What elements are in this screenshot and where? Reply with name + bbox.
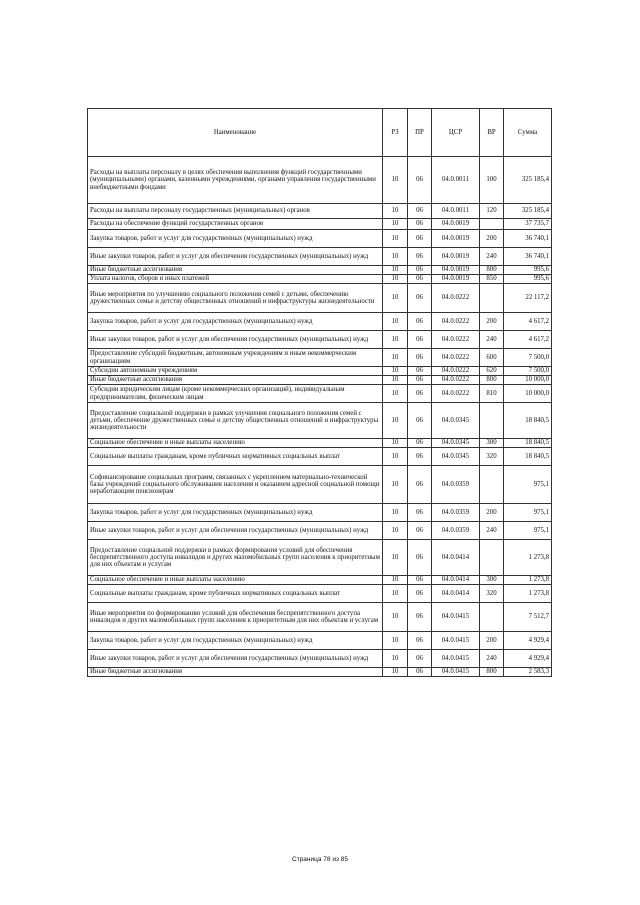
cell-pr: 06: [408, 284, 432, 313]
header-pr: ПР: [408, 109, 432, 157]
cell-name: Субсидии юридическим лицам (кроме некоммерческих организаций), индивидуальным предпринимателям, физическим лицам: [88, 385, 383, 403]
cell-vr: 300: [480, 576, 504, 585]
cell-vr: 300: [480, 439, 504, 448]
cell-name: Предоставление субсидий бюджетным, автономным учреждениям и иным некоммерческим организациям: [88, 349, 383, 367]
cell-csr: 04.0.0414: [432, 585, 480, 603]
cell-pr: 06: [408, 385, 432, 403]
cell-sum: 2 583,3: [504, 668, 552, 677]
cell-sum: 325 185,4: [504, 204, 552, 219]
cell-csr: 04.0.0359: [432, 466, 480, 504]
cell-rz: 10: [383, 376, 408, 385]
cell-pr: 06: [408, 349, 432, 367]
cell-pr: 06: [408, 448, 432, 466]
cell-name: Предоставление социальной поддержки в рамках формирования условий для обеспечения беспрепятственного доступа инвалидов и других маломобильных групп населения к приоритетным для них объектам и услугам: [88, 540, 383, 576]
cell-vr: [480, 466, 504, 504]
cell-vr: 200: [480, 313, 504, 331]
cell-sum: 4 929,4: [504, 650, 552, 668]
cell-name: Иные бюджетные ассигнования: [88, 266, 383, 275]
table-row: [88, 376, 552, 385]
table-row: [88, 650, 552, 668]
cell-rz: 10: [383, 632, 408, 650]
cell-rz: 10: [383, 439, 408, 448]
cell-vr: [480, 219, 504, 230]
cell-sum: 7 500,0: [504, 349, 552, 367]
table-row: [88, 522, 552, 540]
cell-name: Иные закупки товаров, работ и услуг для обеспечения государственных (муниципальных) нужд: [88, 248, 383, 266]
cell-pr: 06: [408, 313, 432, 331]
cell-pr: 06: [408, 266, 432, 275]
cell-vr: 240: [480, 650, 504, 668]
cell-csr: 04.0.0345: [432, 439, 480, 448]
cell-csr: 04.0.0345: [432, 448, 480, 466]
cell-pr: 06: [408, 632, 432, 650]
cell-pr: 06: [408, 466, 432, 504]
cell-sum: 36 740,1: [504, 230, 552, 248]
cell-rz: 10: [383, 504, 408, 522]
cell-csr: 04.0.0222: [432, 376, 480, 385]
cell-rz: 10: [383, 248, 408, 266]
cell-rz: 10: [383, 603, 408, 632]
cell-vr: 100: [480, 157, 504, 204]
cell-vr: 240: [480, 248, 504, 266]
cell-vr: 620: [480, 367, 504, 376]
cell-vr: 240: [480, 331, 504, 349]
table-row: [88, 668, 552, 677]
table-row: [88, 603, 552, 632]
cell-pr: 06: [408, 204, 432, 219]
cell-sum: 18 840,5: [504, 439, 552, 448]
cell-pr: 06: [408, 248, 432, 266]
table-row: [88, 248, 552, 266]
cell-rz: 10: [383, 331, 408, 349]
cell-csr: 04.0.0415: [432, 650, 480, 668]
cell-pr: 06: [408, 230, 432, 248]
cell-rz: 10: [383, 204, 408, 219]
cell-rz: 10: [383, 650, 408, 668]
cell-pr: 06: [408, 540, 432, 576]
cell-rz: 10: [383, 540, 408, 576]
cell-vr: 600: [480, 349, 504, 367]
cell-rz: 10: [383, 585, 408, 603]
cell-name: Иные закупки товаров, работ и услуг для обеспечения государственных (муниципальных) нужд: [88, 650, 383, 668]
cell-csr: 04.0.0414: [432, 576, 480, 585]
cell-pr: 06: [408, 275, 432, 284]
cell-name: Предоставление социальной поддержки в рамках улучшения социального положения семей с детьми, обеспечение дружественных семье и детству общественных отношений и инфраструктуры жизнедеятельности: [88, 403, 383, 439]
cell-rz: 10: [383, 219, 408, 230]
cell-pr: 06: [408, 603, 432, 632]
cell-csr: 04.0.0019: [432, 248, 480, 266]
cell-pr: 06: [408, 522, 432, 540]
cell-sum: 975,1: [504, 466, 552, 504]
table-row: [88, 331, 552, 349]
table-row: [88, 219, 552, 230]
cell-sum: 1 273,8: [504, 540, 552, 576]
cell-csr: 04.0.0011: [432, 204, 480, 219]
table-row: [88, 157, 552, 204]
table-row: [88, 385, 552, 403]
table-row: [88, 439, 552, 448]
cell-rz: 10: [383, 349, 408, 367]
cell-csr: 04.0.0019: [432, 219, 480, 230]
cell-csr: 04.0.0011: [432, 157, 480, 204]
cell-pr: 06: [408, 219, 432, 230]
cell-vr: 200: [480, 504, 504, 522]
cell-pr: 06: [408, 576, 432, 585]
cell-csr: 04.0.0415: [432, 603, 480, 632]
cell-vr: 800: [480, 668, 504, 677]
cell-sum: 4 929,4: [504, 632, 552, 650]
table-row: [88, 349, 552, 367]
header-vr: ВР: [480, 109, 504, 157]
cell-name: Иные мероприятия по формированию условий для обеспечения беспрепятственного доступа инвалидов и других маломобильных групп населения к приоритетным для них объектам и услугам: [88, 603, 383, 632]
cell-csr: 04.0.0414: [432, 540, 480, 576]
cell-rz: 10: [383, 284, 408, 313]
cell-csr: 04.0.0415: [432, 668, 480, 677]
cell-name: Иные бюджетные ассигнования: [88, 376, 383, 385]
cell-name: Закупка товаров, работ и услуг для государственных (муниципальных) нужд: [88, 632, 383, 650]
cell-rz: 10: [383, 230, 408, 248]
table-row: [88, 367, 552, 376]
cell-rz: 10: [383, 385, 408, 403]
cell-csr: 04.0.0222: [432, 331, 480, 349]
cell-vr: [480, 403, 504, 439]
cell-pr: 06: [408, 376, 432, 385]
cell-vr: 240: [480, 522, 504, 540]
cell-pr: 06: [408, 668, 432, 677]
table-row: [88, 504, 552, 522]
table-row: [88, 448, 552, 466]
cell-name: Социальное обеспечение и иные выплаты населению: [88, 439, 383, 448]
cell-name: Уплата налогов, сборов и иных платежей: [88, 275, 383, 284]
table-row: [88, 632, 552, 650]
cell-rz: 10: [383, 275, 408, 284]
page-footer: Страница 78 из 85: [292, 856, 348, 863]
cell-pr: 06: [408, 504, 432, 522]
cell-pr: 06: [408, 331, 432, 349]
header-rz: РЗ: [383, 109, 408, 157]
cell-vr: 200: [480, 230, 504, 248]
cell-vr: 320: [480, 585, 504, 603]
cell-csr: 04.0.0345: [432, 403, 480, 439]
cell-rz: 10: [383, 576, 408, 585]
cell-sum: 18 840,5: [504, 448, 552, 466]
cell-sum: 975,1: [504, 504, 552, 522]
cell-name: Расходы на выплаты персоналу государственных (муниципальных) органов: [88, 204, 383, 219]
cell-pr: 06: [408, 439, 432, 448]
cell-name: Субсидии автономным учреждениям: [88, 367, 383, 376]
table-row: [88, 275, 552, 284]
cell-name: Социальное обеспечение и иные выплаты населению: [88, 576, 383, 585]
cell-vr: 120: [480, 204, 504, 219]
cell-sum: 4 617,2: [504, 313, 552, 331]
cell-vr: 320: [480, 448, 504, 466]
table-row: [88, 284, 552, 313]
table-row: [88, 266, 552, 275]
table-row: [88, 204, 552, 219]
cell-pr: 06: [408, 403, 432, 439]
cell-sum: 37 735,7: [504, 219, 552, 230]
cell-csr: 04.0.0222: [432, 349, 480, 367]
cell-sum: 10 000,0: [504, 376, 552, 385]
cell-csr: 04.0.0222: [432, 284, 480, 313]
cell-csr: 04.0.0019: [432, 275, 480, 284]
cell-name: Закупка товаров, работ и услуг для государственных (муниципальных) нужд: [88, 504, 383, 522]
header-sum: Сумма: [504, 109, 552, 157]
cell-vr: 810: [480, 385, 504, 403]
cell-pr: 06: [408, 650, 432, 668]
cell-csr: 04.0.0019: [432, 266, 480, 275]
table-row: [88, 576, 552, 585]
cell-sum: 7 500,0: [504, 367, 552, 376]
cell-name: Расходы на выплаты персоналу в целях обеспечения выполнения функций государственными (муниципальными) органами, казенными учреждениями, органами управления государственными внебюджетными фондами: [88, 157, 383, 204]
table-header-row: [88, 109, 552, 157]
cell-name: Закупка товаров, работ и услуг для государственных (муниципальных) нужд: [88, 313, 383, 331]
header-name: Наименование: [88, 109, 383, 157]
cell-sum: 995,6: [504, 275, 552, 284]
cell-name: Расходы на обеспечение функций государственных органов: [88, 219, 383, 230]
cell-rz: 10: [383, 157, 408, 204]
cell-csr: 04.0.0415: [432, 632, 480, 650]
cell-csr: 04.0.0019: [432, 230, 480, 248]
cell-rz: 10: [383, 448, 408, 466]
cell-name: Социальные выплаты гражданам, кроме публичных нормативных социальных выплат: [88, 585, 383, 603]
table-row: [88, 540, 552, 576]
cell-sum: 10 000,0: [504, 385, 552, 403]
table-row: [88, 313, 552, 331]
cell-rz: 10: [383, 313, 408, 331]
cell-name: Иные мероприятия по улучшению социального положения семей с детьми, обеспечению дружественных семье и детству общественных отношений и инфраструктуры жизнедеятельности: [88, 284, 383, 313]
cell-name: Иные закупки товаров, работ и услуг для обеспечения государственных (муниципальных) нужд: [88, 331, 383, 349]
cell-pr: 06: [408, 367, 432, 376]
cell-sum: 22 117,2: [504, 284, 552, 313]
cell-pr: 06: [408, 157, 432, 204]
cell-rz: 10: [383, 522, 408, 540]
cell-sum: 995,6: [504, 266, 552, 275]
cell-name: Иные закупки товаров, работ и услуг для обеспечения государственных (муниципальных) нужд: [88, 522, 383, 540]
cell-vr: 800: [480, 376, 504, 385]
budget-table: [87, 108, 552, 677]
cell-rz: 10: [383, 668, 408, 677]
cell-name: Закупка товаров, работ и услуг для государственных (муниципальных) нужд: [88, 230, 383, 248]
cell-rz: 10: [383, 403, 408, 439]
table-row: [88, 403, 552, 439]
cell-rz: 10: [383, 266, 408, 275]
cell-vr: 850: [480, 275, 504, 284]
cell-name: Софинансирование социальных программ, связанных с укреплением материально-технической базы учреждений социального обслуживания населения и оказанием адресной социальной помощи неработающим пенсионерам: [88, 466, 383, 504]
cell-vr: [480, 540, 504, 576]
cell-rz: 10: [383, 367, 408, 376]
cell-csr: 04.0.0359: [432, 522, 480, 540]
cell-vr: 200: [480, 632, 504, 650]
cell-sum: 975,1: [504, 522, 552, 540]
cell-sum: 325 185,4: [504, 157, 552, 204]
cell-sum: 18 840,5: [504, 403, 552, 439]
cell-csr: 04.0.0359: [432, 504, 480, 522]
cell-sum: 4 617,2: [504, 331, 552, 349]
cell-sum: 7 512,7: [504, 603, 552, 632]
cell-sum: 1 273,8: [504, 585, 552, 603]
table-row: [88, 585, 552, 603]
cell-csr: 04.0.0222: [432, 385, 480, 403]
table-row: [88, 466, 552, 504]
cell-vr: [480, 603, 504, 632]
cell-sum: 36 740,1: [504, 248, 552, 266]
cell-sum: 1 273,8: [504, 576, 552, 585]
cell-rz: 10: [383, 466, 408, 504]
cell-pr: 06: [408, 585, 432, 603]
cell-csr: 04.0.0222: [432, 367, 480, 376]
cell-name: Социальные выплаты гражданам, кроме публичных нормативных социальных выплат: [88, 448, 383, 466]
cell-vr: [480, 284, 504, 313]
table-row: [88, 230, 552, 248]
cell-name: Иные бюджетные ассигнования: [88, 668, 383, 677]
header-csr: ЦСР: [432, 109, 480, 157]
cell-vr: 800: [480, 266, 504, 275]
cell-csr: 04.0.0222: [432, 313, 480, 331]
